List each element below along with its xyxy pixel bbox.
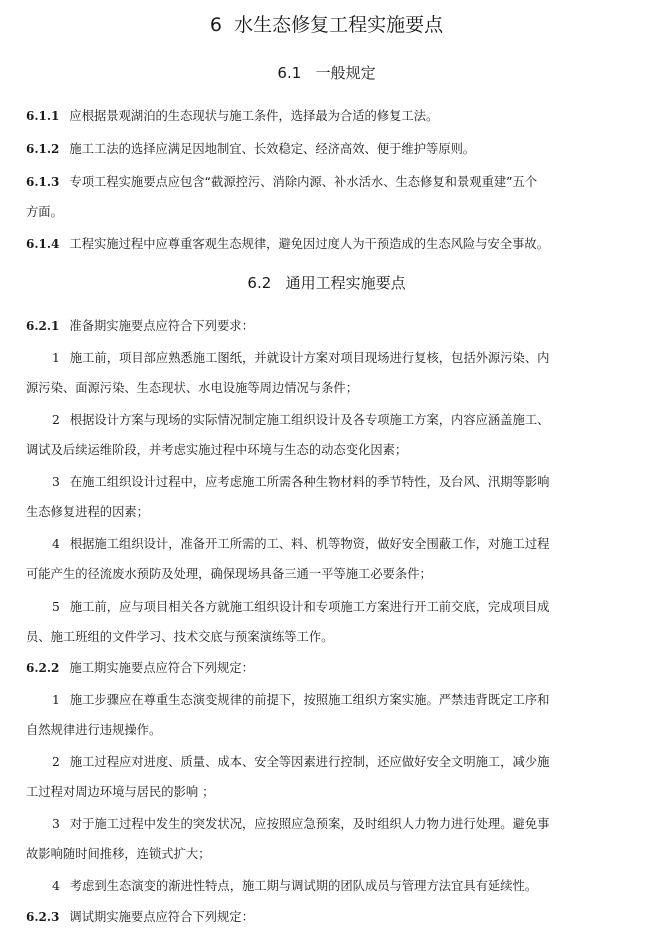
item-number: 1 — [52, 351, 60, 365]
list-item-continuation — [26, 564, 633, 584]
item-number: 4 — [52, 537, 60, 551]
clause-text: 专项工程实施要点应包含“截源控污、消除内源、补水活水、生态修复和景观重建”五个 — [69, 175, 538, 189]
section-title-text: 一般规定 — [315, 64, 376, 82]
clause-6-2-2 — [26, 658, 633, 678]
clause-number: 6.2.1 — [26, 319, 60, 333]
list-item — [52, 814, 633, 834]
clause-text: 施工工法的选择应满足因地制宜、长效稳定、经济高效、便于维护等原则。 — [69, 142, 476, 156]
clause-text: 工程实施过程中应尊重客观生态规律，避免因过度人为干预造成的生态风险与安全事故。 — [69, 237, 549, 251]
chapter-number: 6 — [209, 14, 222, 36]
clause-text: 调试期实施要点应符合下列规定： — [69, 910, 254, 924]
section-number: 6.2 — [247, 274, 272, 292]
item-text: 生态修复进程的因素； — [26, 505, 149, 519]
clause-number: 6.2.3 — [26, 910, 60, 924]
clause-number: 6.1.4 — [26, 237, 60, 251]
list-item — [52, 597, 633, 617]
item-text: 在施工组织设计过程中，应考虑施工所需各种生物材料的季节特性，及台风、汛期等影响 — [69, 475, 550, 489]
item-number: 5 — [52, 600, 60, 614]
list-item — [52, 534, 633, 554]
clause-6-2-1 — [26, 316, 633, 336]
list-item — [52, 690, 633, 710]
list-item-continuation — [26, 627, 633, 647]
clause-text: 准备期实施要点应符合下列要求： — [69, 319, 254, 333]
item-number: 3 — [52, 817, 60, 831]
list-item — [52, 752, 633, 772]
clause-number: 6.1.3 — [26, 175, 60, 189]
clause-6-1-4 — [26, 234, 633, 254]
item-text: 施工过程应对进度、质量、成本、安全等因素进行控制，还应做好安全文明施工，减少施 — [69, 755, 550, 769]
chapter-title — [0, 12, 653, 38]
item-text: 源污染、面源污染、生态现状、水电设施等周边情况与条件； — [26, 381, 359, 395]
clause-number: 6.2.2 — [26, 661, 60, 675]
item-number: 2 — [52, 413, 60, 427]
clause-6-2-3 — [26, 907, 633, 927]
item-number: 4 — [52, 879, 60, 893]
item-text: 员、施工班组的文件学习、技术交底与预案演练等工作。 — [26, 630, 334, 644]
list-item — [52, 472, 633, 492]
clause-6-1-1 — [26, 106, 633, 126]
item-number: 2 — [52, 755, 60, 769]
clause-6-1-3-continuation — [26, 202, 633, 222]
item-text: 工过程对周边环境与居民的影响 ； — [26, 785, 215, 799]
clause-text: 施工期实施要点应符合下列规定： — [69, 661, 254, 675]
chapter-title-text: 水生态修复工程实施要点 — [234, 14, 444, 36]
section-title-6-1 — [0, 62, 653, 84]
item-text: 自然规律进行违规操作。 — [26, 723, 162, 737]
item-text: 施工前，项目部应熟悉施工图纸，并就设计方案对项目现场进行复核，包括外源污染、内 — [69, 351, 550, 365]
item-text: 故影响随时间推移，连锁式扩大； — [26, 847, 211, 861]
list-item-continuation — [26, 378, 633, 398]
item-number: 1 — [52, 693, 60, 707]
list-item-continuation — [26, 502, 633, 522]
list-item-continuation — [26, 782, 633, 802]
clause-text: 方面。 — [26, 205, 63, 219]
section-title-6-2 — [0, 272, 653, 294]
clause-text: 应根据景观湖泊的生态现状与施工条件，选择最为合适的修复工法。 — [69, 109, 439, 123]
item-text: 可能产生的径流废水预防及处理，确保现场具备三通一平等施工必要条件； — [26, 567, 432, 581]
list-item-continuation — [26, 844, 633, 864]
item-text: 施工步骤应在尊重生态演变规律的前提下，按照施工组织方案实施。严禁违背既定工序和 — [69, 693, 550, 707]
clause-6-1-2 — [26, 139, 633, 159]
section-title-text: 通用工程实施要点 — [285, 274, 406, 292]
list-item-continuation — [26, 440, 633, 460]
item-text: 施工前，应与项目相关各方就施工组织设计和专项施工方案进行开工前交底，完成项目成 — [69, 600, 550, 614]
clause-number: 6.1.1 — [26, 109, 60, 123]
list-item — [52, 348, 633, 368]
item-text: 根据设计方案与现场的实际情况制定施工组织设计及各专项施工方案，内容应涵盖施工、 — [69, 413, 550, 427]
item-number: 3 — [52, 475, 60, 489]
list-item — [52, 410, 633, 430]
section-number: 6.1 — [277, 64, 302, 82]
item-text: 考虑到生态演变的渐进性特点，施工期与调试期的团队成员与管理方法宜具有延续性。 — [69, 879, 538, 893]
clause-number: 6.1.2 — [26, 142, 60, 156]
item-text: 根据施工组织设计，准备开工所需的工、料、机等物资，做好安全围蔽工作，对施工过程 — [69, 537, 550, 551]
list-item — [52, 876, 633, 896]
item-text: 对于施工过程中发生的突发状况，应按照应急预案，及时组织人力物力进行处理。避免事 — [69, 817, 550, 831]
item-text: 调试及后续运维阶段，并考虑实施过程中环境与生态的动态变化因素； — [26, 443, 408, 457]
list-item-continuation — [26, 720, 633, 740]
clause-6-1-3 — [26, 172, 633, 192]
